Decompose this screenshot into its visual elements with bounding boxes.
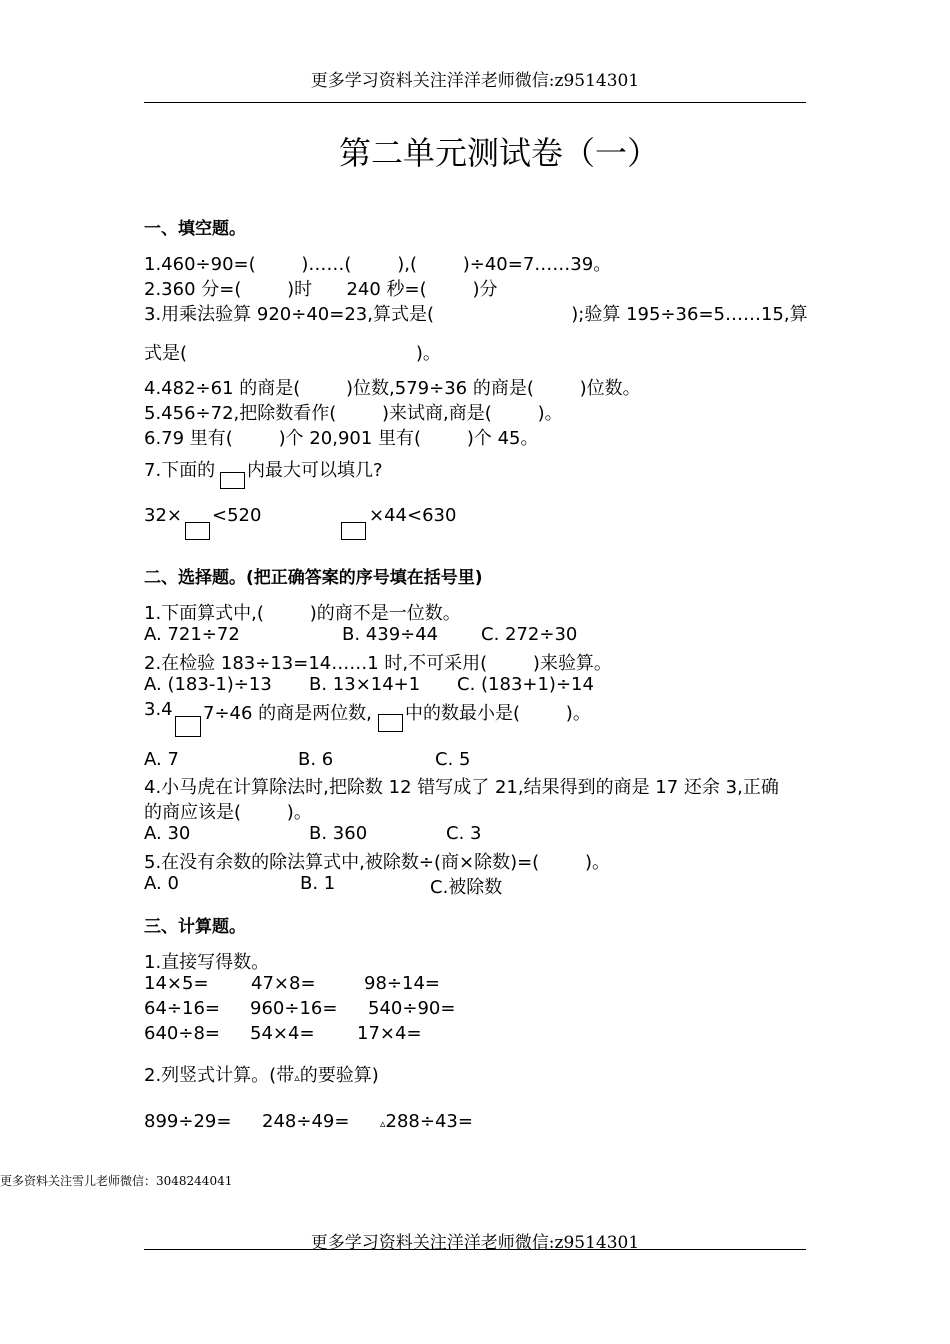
- question-2-2: 2.在检验 183÷13=14……1 时,不可采用( )来验算。: [144, 653, 612, 674]
- option-b: B. 13×14+1: [309, 674, 421, 695]
- oral-calc-item: 47×8=: [251, 973, 316, 994]
- side-note: 更多资料关注雪儿老师微信：3048244041: [0, 1174, 233, 1188]
- oral-calc-item: 17×4=: [357, 1023, 422, 1044]
- option-c: C. (183+1)÷14: [457, 674, 594, 695]
- option-a: A. (183-1)÷13: [144, 674, 272, 695]
- question-3-2-prefix: 2.列竖式计算。(带: [144, 1065, 295, 1086]
- question-2-3-suffix: 中的数最小是( )。: [405, 703, 591, 724]
- oral-calc-item: 98÷14=: [364, 973, 440, 994]
- answer-box: [220, 472, 245, 489]
- question-1-7-suffix: 内最大可以填几?: [247, 460, 383, 481]
- question-3-2: [144, 1061, 379, 1087]
- question-2-4: 4.小马虎在计算除法时,把除数 12 错写成了 21,结果得到的商是 17 还余 3,正确: [144, 777, 779, 798]
- option-a: A. 7: [144, 749, 179, 770]
- option-a: A. 0: [144, 873, 179, 894]
- option-c: C. 272÷30: [481, 624, 578, 645]
- page-footer: 更多学习资料关注洋洋老师微信:z9514301: [310, 1233, 640, 1253]
- option-b: B. 439÷44: [342, 624, 439, 645]
- oral-calc-item: 64÷16=: [144, 998, 220, 1019]
- option-b: B. 1: [300, 873, 336, 894]
- section-heading-fill-blank: 一、填空题。: [144, 219, 246, 239]
- question-1-3-cont: 式是( )。: [144, 343, 441, 364]
- triangle-icon: ▵: [294, 1071, 300, 1084]
- section-heading-calculation: 三、计算题。: [144, 917, 246, 937]
- question-1-4: 4.482÷61 的商是( )位数,579÷36 的商是( )位数。: [144, 378, 641, 399]
- question-1-7-expr1-prefix: 32×: [144, 505, 182, 526]
- question-1-1: 1.460÷90=( )……( ),( )÷40=7……39。: [144, 254, 612, 275]
- triangle-icon: ▵: [380, 1117, 386, 1130]
- oral-calc-item: 960÷16=: [250, 998, 338, 1019]
- answer-box: [378, 714, 403, 732]
- oral-calc-item: 14×5=: [144, 973, 209, 994]
- oral-calc-item: 54×4=: [250, 1023, 315, 1044]
- answer-box: [175, 716, 201, 737]
- question-1-6: 6.79 里有( )个 20,901 里有( )个 45。: [144, 428, 539, 449]
- option-c: C.被除数: [430, 877, 503, 898]
- page-title: 第二单元测试卷（一）: [338, 134, 659, 172]
- question-1-5: 5.456÷72,把除数看作( )来试商,商是( )。: [144, 403, 563, 424]
- question-1-3: 3.用乘法验算 920÷40=23,算式是( );验算 195÷36=5……15,算: [144, 304, 808, 325]
- question-2-5: 5.在没有余数的除法算式中,被除数÷(商×除数)=( )。: [144, 852, 611, 873]
- option-c: C. 3: [446, 823, 482, 844]
- vertical-calc-item: 899÷29=: [144, 1111, 232, 1132]
- question-1-7-prefix: 7.下面的: [144, 460, 216, 481]
- question-2-1: 1.下面算式中,( )的商不是一位数。: [144, 603, 461, 624]
- page-header: 更多学习资料关注洋洋老师微信:z9514301: [310, 71, 640, 91]
- question-1-2: 2.360 分=( )时 240 秒=( )分: [144, 279, 498, 300]
- question-3-2-suffix: 的要验算): [299, 1065, 379, 1086]
- header-rule: [144, 102, 806, 103]
- question-2-3-prefix: 3.4: [144, 699, 173, 720]
- option-b: B. 6: [298, 749, 334, 770]
- oral-calc-item: 640÷8=: [144, 1023, 220, 1044]
- answer-box: [185, 522, 210, 540]
- question-2-4-cont: 的商应该是( )。: [144, 802, 312, 823]
- answer-box: [341, 522, 366, 540]
- question-2-3-mid: 7÷46 的商是两位数,: [203, 703, 372, 724]
- option-a: A. 30: [144, 823, 191, 844]
- vertical-calc-item: [380, 1111, 473, 1132]
- question-1-7-expr2-suffix: ×44<630: [369, 505, 457, 526]
- vertical-calc-text: 288÷43=: [385, 1111, 473, 1132]
- option-a: A. 721÷72: [144, 624, 240, 645]
- question-3-1: 1.直接写得数。: [144, 952, 270, 973]
- vertical-calc-item: 248÷49=: [262, 1111, 350, 1132]
- question-1-7-expr1-suffix: <520: [212, 505, 262, 526]
- section-heading-choice: 二、选择题。(把正确答案的序号填在括号里): [144, 568, 483, 588]
- option-b: B. 360: [309, 823, 368, 844]
- oral-calc-item: 540÷90=: [368, 998, 456, 1019]
- option-c: C. 5: [435, 749, 471, 770]
- footer-rule: [144, 1249, 806, 1250]
